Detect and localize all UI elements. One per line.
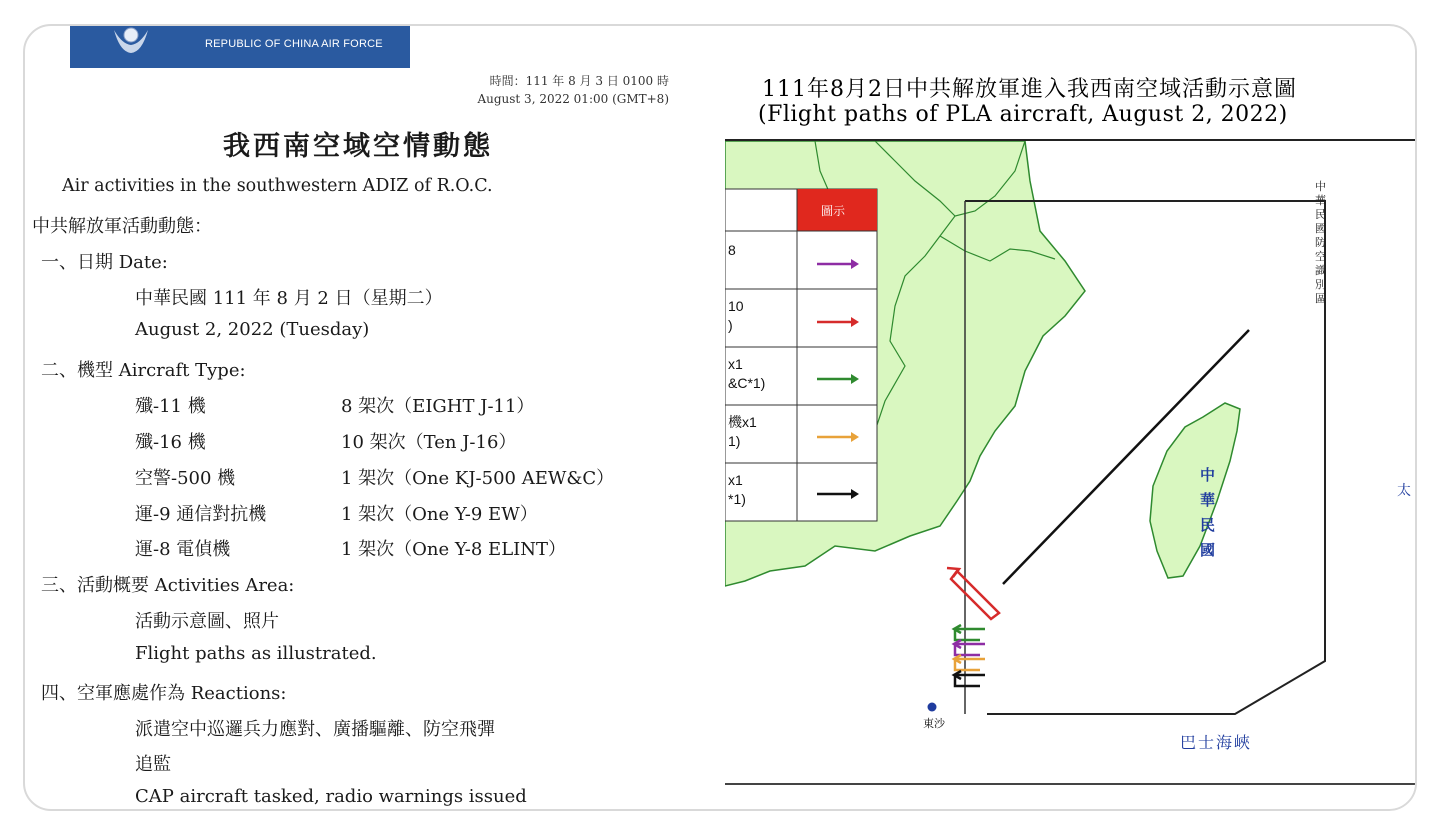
bashi-channel-label: 巴士海峽 bbox=[1180, 733, 1253, 752]
section-heading: 中共解放軍活動動態： bbox=[32, 216, 212, 237]
map-title-en: (Flight paths of PLA aircraft, August 2, 2022) bbox=[758, 102, 1288, 127]
air-force-banner bbox=[70, 26, 410, 68]
red-flight-path bbox=[951, 571, 999, 619]
aircraft-type: 運-9 通信對抗機 bbox=[135, 504, 267, 525]
aircraft-count: 10 架次（Ten J-16） bbox=[341, 432, 517, 453]
aircraft-type: 殲-16 機 bbox=[135, 432, 206, 453]
air-force-emblem-icon bbox=[110, 26, 152, 56]
map-drawing bbox=[725, 141, 1415, 783]
aircraft-count: 8 架次（EIGHT J-11） bbox=[341, 396, 535, 417]
reactions-heading: 四、空軍應處作為 Reactions: bbox=[41, 683, 287, 704]
legend-row-text: ) bbox=[728, 317, 733, 333]
screenshot-card bbox=[23, 24, 1417, 811]
legend-row-text: *1) bbox=[728, 491, 746, 507]
aircraft-heading: 二、機型 Aircraft Type: bbox=[41, 360, 246, 381]
orange-flight-path bbox=[954, 655, 985, 670]
legend-row-text: 10 bbox=[728, 298, 744, 314]
legend-header-label: 圖示 bbox=[821, 204, 846, 218]
aircraft-count: 1 架次（One Y-8 ELINT） bbox=[341, 539, 567, 560]
banner-org-name: REPUBLIC OF CHINA AIR FORCE bbox=[205, 38, 383, 50]
release-time-en: August 3, 2022 01:00 (GMT+8) bbox=[477, 92, 669, 106]
map-title-zh: 111年8月2日中共解放軍進入我西南空域活動示意圖 bbox=[762, 77, 1297, 102]
legend-row-text: 8 bbox=[728, 242, 736, 258]
red-flight-path-arrowhead bbox=[947, 568, 959, 577]
aircraft-type: 空警-500 機 bbox=[135, 468, 236, 489]
document-title: 我西南空域空情動態 bbox=[223, 131, 493, 162]
release-time-zh: 時間：111 年 8 月 3 日 0100 時 bbox=[489, 74, 669, 88]
area-heading: 三、活動概要 Activities Area: bbox=[41, 575, 295, 596]
dongsha-marker-icon bbox=[928, 703, 937, 712]
aircraft-type: 運-8 電偵機 bbox=[135, 539, 231, 560]
reactions-en: CAP aircraft tasked, radio warnings issued bbox=[135, 786, 527, 807]
aircraft-count: 1 架次（One KJ-500 AEW&C） bbox=[341, 468, 615, 489]
flight-path-map bbox=[725, 50, 1415, 809]
date-zh: 中華民國 111 年 8 月 2 日（星期二） bbox=[135, 288, 443, 309]
press-release-document bbox=[25, 26, 695, 809]
taiwan-island bbox=[1150, 403, 1240, 578]
aircraft-type: 殲-11 機 bbox=[135, 396, 206, 417]
legend-table bbox=[725, 189, 877, 521]
purple-flight-path bbox=[954, 640, 985, 655]
map-bottom-divider bbox=[725, 783, 1415, 785]
pacific-label: 太 bbox=[1397, 483, 1411, 499]
legend-row-text: 機x1 bbox=[728, 414, 757, 430]
legend-row-text: x1 bbox=[728, 472, 743, 488]
legend-row-text: x1 bbox=[728, 356, 743, 372]
document-subtitle: Air activities in the southwestern ADIZ of R.O.C. bbox=[62, 176, 493, 196]
date-en: August 2, 2022 (Tuesday) bbox=[135, 319, 370, 340]
aircraft-count: 1 架次（One Y-9 EW） bbox=[341, 504, 538, 525]
adiz-label: 中華民國防空識別區 bbox=[1315, 180, 1326, 305]
dongsha-label: 東沙 bbox=[923, 717, 945, 730]
reactions-zh-2: 追監 bbox=[135, 754, 171, 775]
legend-row-text: 1) bbox=[728, 433, 741, 449]
area-en: Flight paths as illustrated. bbox=[135, 643, 377, 664]
reactions-zh-1: 派遣空中巡邏兵力應對、廣播驅離、防空飛彈 bbox=[135, 719, 495, 740]
date-heading: 一、日期 Date: bbox=[41, 252, 168, 273]
area-zh: 活動示意圖、照片 bbox=[135, 611, 279, 632]
black-flight-path bbox=[954, 671, 985, 686]
taiwan-label: 中華民國 bbox=[1200, 466, 1216, 559]
green-flight-path bbox=[954, 625, 985, 640]
legend-row-text: &C*1) bbox=[728, 375, 766, 391]
